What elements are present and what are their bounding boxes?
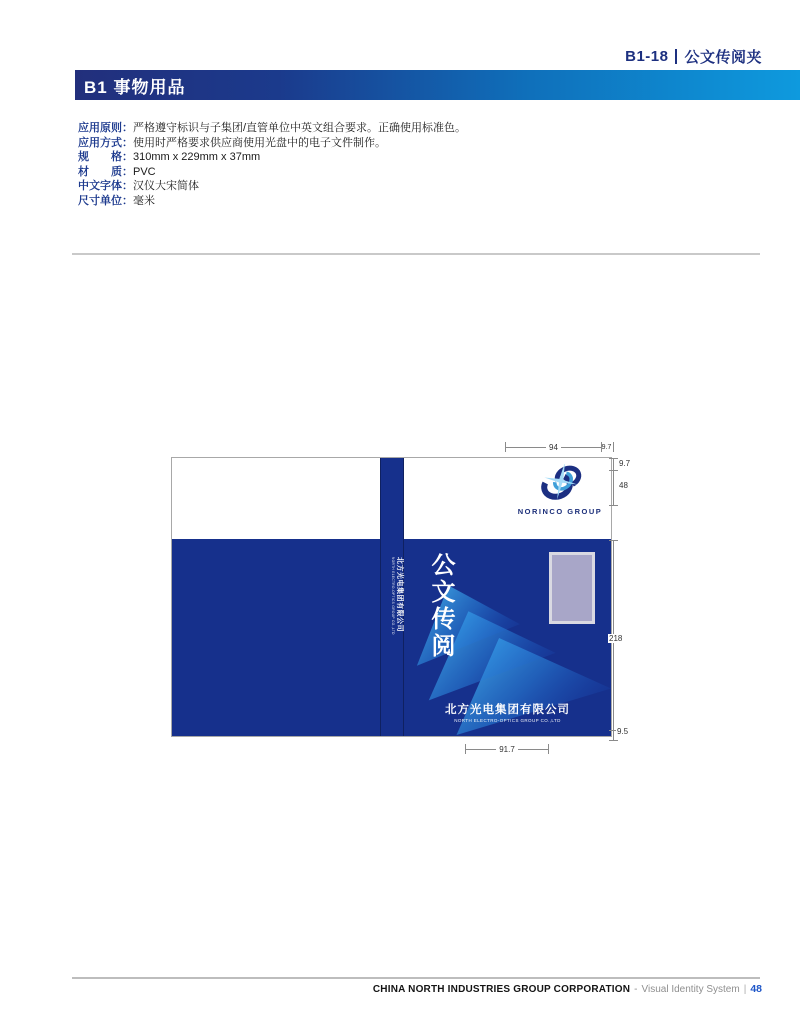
spec-label: 应用方式： (78, 136, 133, 149)
footer-dash: - (634, 984, 638, 995)
dim-top-thickness: 9.7 (600, 442, 614, 452)
chapter-banner-title: B1 事物用品 (84, 77, 186, 97)
header-divider (675, 49, 677, 64)
spec-row (78, 165, 466, 180)
cover-title: 公文传阅 (427, 552, 456, 660)
spec-value: 使用时严格要求供应商使用光盘中的电子文件制作。 (133, 136, 386, 149)
spec-list (78, 121, 466, 209)
spec-label: 材 质： (78, 165, 133, 178)
dim-top-width: 94 (505, 442, 602, 452)
back-cover-top (172, 458, 380, 539)
dim-right-body: 218 (609, 634, 623, 643)
spec-value: PVC (133, 165, 156, 178)
section-title: 公文传阅夹 (684, 49, 762, 66)
dim-right-top: 9.7 (619, 459, 631, 468)
spec-label: 尺寸单位： (78, 194, 133, 207)
dim-right-bottom: 9.5 (617, 727, 629, 736)
spec-row (78, 150, 466, 165)
norinco-logo-emblem (532, 464, 589, 501)
dim-tick (609, 740, 618, 741)
spec-value: 310mm x 229mm x 37mm (133, 151, 261, 164)
page-header (625, 46, 762, 67)
spec-row (78, 194, 466, 209)
footer-company: CHINA NORTH INDUSTRIES GROUP CORPORATION (372, 984, 631, 995)
footer-bar: | (743, 984, 747, 995)
spine-company-block (391, 557, 403, 635)
spec-value: 毫米 (133, 194, 155, 207)
spec-value: 严格遵守标识与子集团/直管单位中英文组合要求。正确使用标准色。 (133, 122, 467, 134)
dim-tick (609, 458, 618, 459)
back-cover-body (172, 539, 380, 736)
norinco-logo-text: NORINCO GROUP (517, 507, 603, 516)
front-cover-top (404, 458, 611, 539)
spec-label: 应用原则： (78, 122, 133, 134)
folder-mockup (171, 457, 612, 737)
spec-value: 汉仪大宋简体 (133, 180, 199, 193)
footer-system: Visual Identity System (641, 984, 740, 995)
cover-company-block (404, 701, 611, 723)
spec-label: 中文字体： (78, 180, 133, 193)
front-cover-body (404, 539, 611, 736)
dim-bottom-width: 91.7 (465, 744, 549, 754)
spec-row (78, 121, 466, 136)
page-footer (373, 983, 762, 995)
cover-company-en: NORTH ELECTRO-OPTICS GROUP CO.,LTD (454, 718, 561, 723)
spec-row (78, 136, 466, 151)
chapter-banner (75, 70, 800, 100)
section-divider (72, 253, 760, 255)
cover-pocket-window (549, 552, 595, 624)
dim-right-line-upper (613, 458, 614, 505)
spine-company-en: NORTH ELECTRO-OPTICS GROUP CO.,LTD (391, 557, 395, 635)
dim-tick (609, 505, 618, 506)
spec-row (78, 179, 466, 194)
spec-label: 规 格： (78, 151, 133, 164)
spine-company-cn: 北方光电集团有限公司 (396, 557, 403, 632)
section-code: B1-18 (625, 48, 669, 65)
footer-page-number: 48 (750, 983, 762, 995)
dim-tick (609, 540, 618, 541)
footer-divider (72, 977, 760, 979)
dim-tick (609, 470, 618, 471)
dim-right-logo-band: 48 (619, 481, 628, 490)
norinco-logo (514, 464, 606, 516)
cover-company-cn: 北方光电集团有限公司 (445, 704, 570, 716)
